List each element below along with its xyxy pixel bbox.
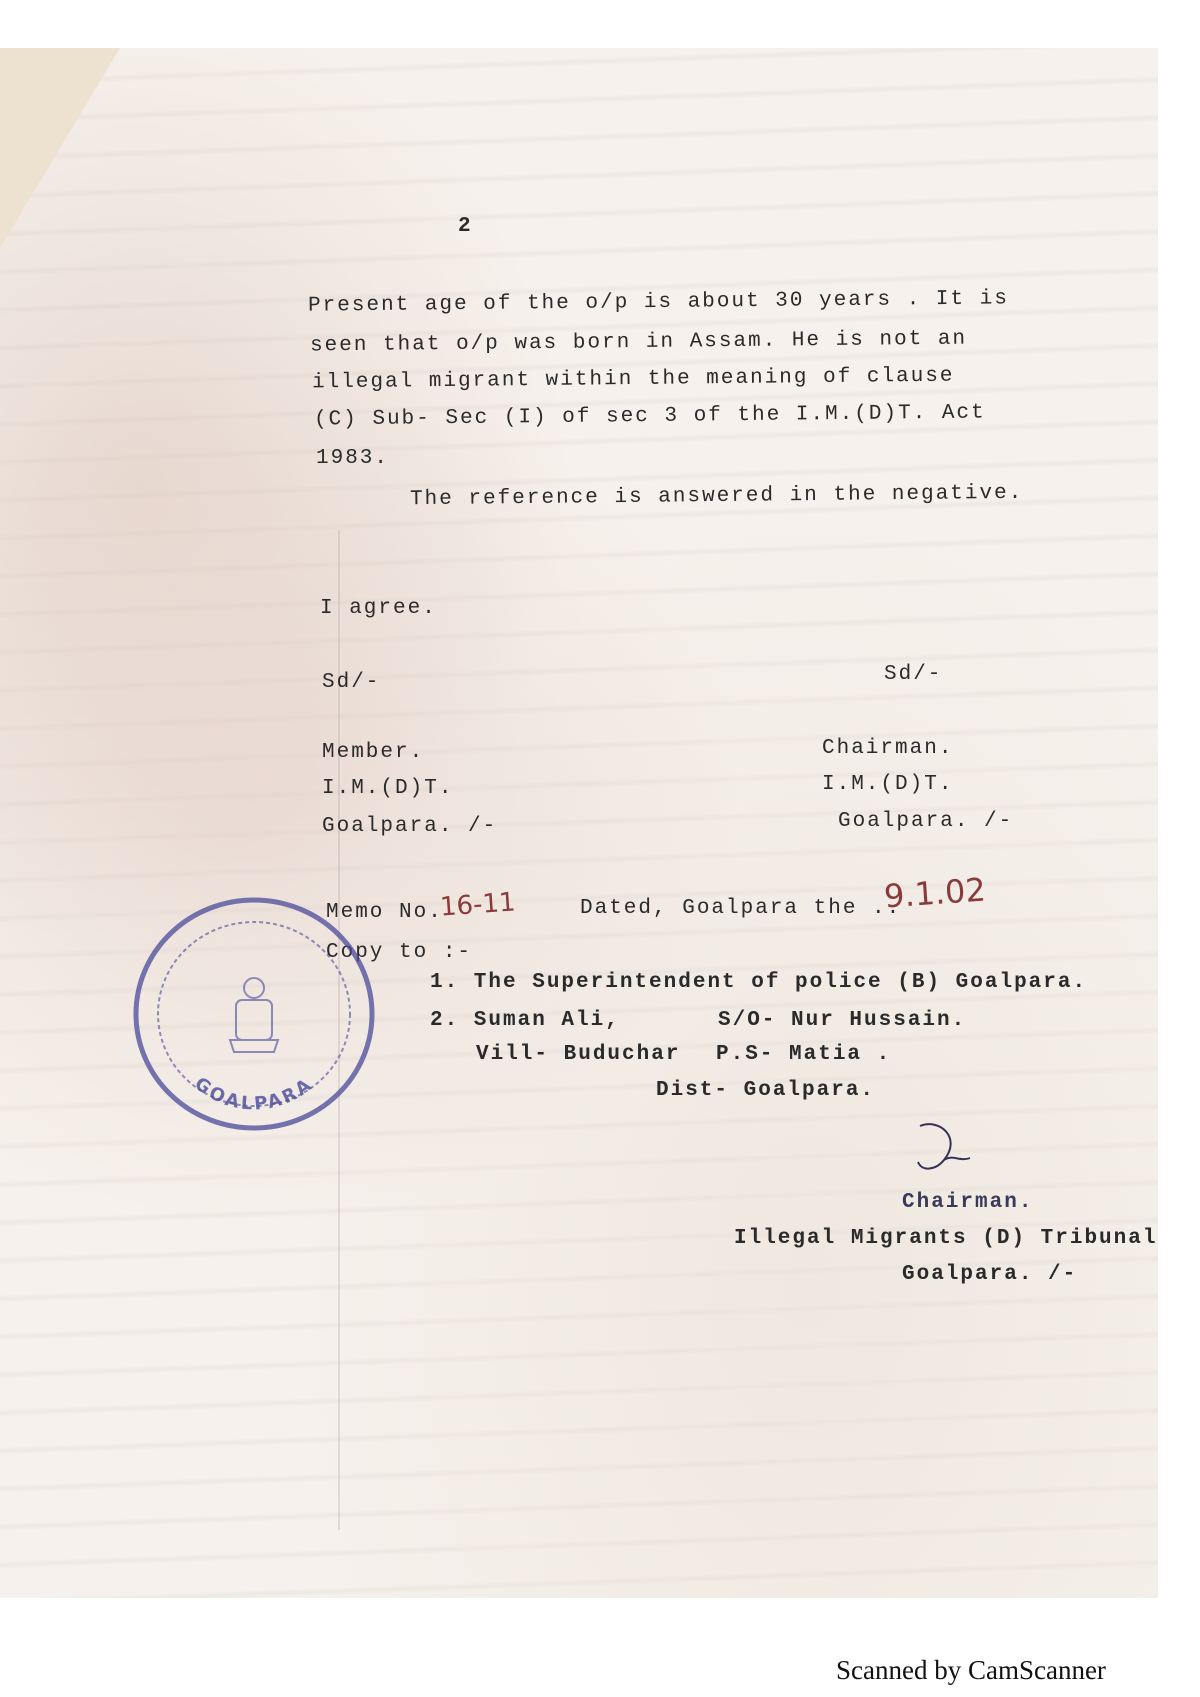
chairman-sd: Sd/- bbox=[884, 663, 943, 686]
chairman-place: Goalpara. /- bbox=[838, 810, 1014, 833]
recipient-2-village: Vill- Buduchar bbox=[476, 1043, 681, 1066]
chairman-org: I.M.(D)T. bbox=[822, 773, 954, 796]
body-line-5: 1983. bbox=[316, 447, 390, 470]
recipient-2-name: 2. Suman Ali, bbox=[430, 1009, 620, 1032]
chairman-title: Chairman. bbox=[822, 737, 954, 760]
svg-text:GOALPARA bbox=[191, 1073, 318, 1114]
recipient-2-parent: S/O- Nur Hussain. bbox=[718, 1009, 967, 1032]
final-place: Goalpara. /- bbox=[902, 1263, 1078, 1286]
copy-to-label: Copy to :- bbox=[326, 941, 473, 964]
body-line-3: illegal migrant within the meaning of clause bbox=[311, 364, 955, 395]
scanner-footer: Scanned by CamScanner bbox=[836, 1655, 1106, 1685]
final-tribunal-name: Illegal Migrants (D) Tribunal bbox=[734, 1227, 1158, 1250]
body-line-2: seen that o/p was born in Assam. He is not an bbox=[309, 327, 968, 358]
body-line-1: Present age of the o/p is about 30 years . It is bbox=[307, 287, 1010, 318]
member-title: Member. bbox=[322, 741, 425, 764]
member-place: Goalpara. /- bbox=[322, 815, 498, 838]
official-seal bbox=[128, 890, 380, 1138]
folded-corner bbox=[0, 48, 120, 248]
seal-text: GOALPARA bbox=[190, 1073, 318, 1115]
memo-dated-text: Dated, Goalpara the .. bbox=[580, 897, 902, 920]
final-chairman-title: Chairman. bbox=[902, 1191, 1034, 1214]
body-line-6: The reference is answered in the negative. bbox=[409, 481, 1024, 512]
agree-text: I agree. bbox=[320, 597, 437, 620]
recipient-2-district: Dist- Goalpara. bbox=[656, 1079, 876, 1102]
recipient-2-police-station: P.S- Matia . bbox=[716, 1043, 892, 1066]
chairman-signature bbox=[900, 1118, 990, 1178]
recipient-1: 1. The Superintendent of police (B) Goalpara. bbox=[430, 971, 1088, 994]
member-sd: Sd/- bbox=[322, 671, 381, 694]
member-org: I.M.(D)T. bbox=[322, 777, 454, 800]
body-line-4: (C) Sub- Sec (I) of sec 3 of the I.M.(D)T. Act bbox=[313, 401, 986, 432]
memo-number-handwritten: 16-11 bbox=[439, 887, 517, 923]
page-number: 2 bbox=[458, 215, 473, 238]
memo-label: Memo No. bbox=[326, 901, 443, 924]
memo-date-handwritten: 9.1.02 bbox=[882, 870, 987, 916]
